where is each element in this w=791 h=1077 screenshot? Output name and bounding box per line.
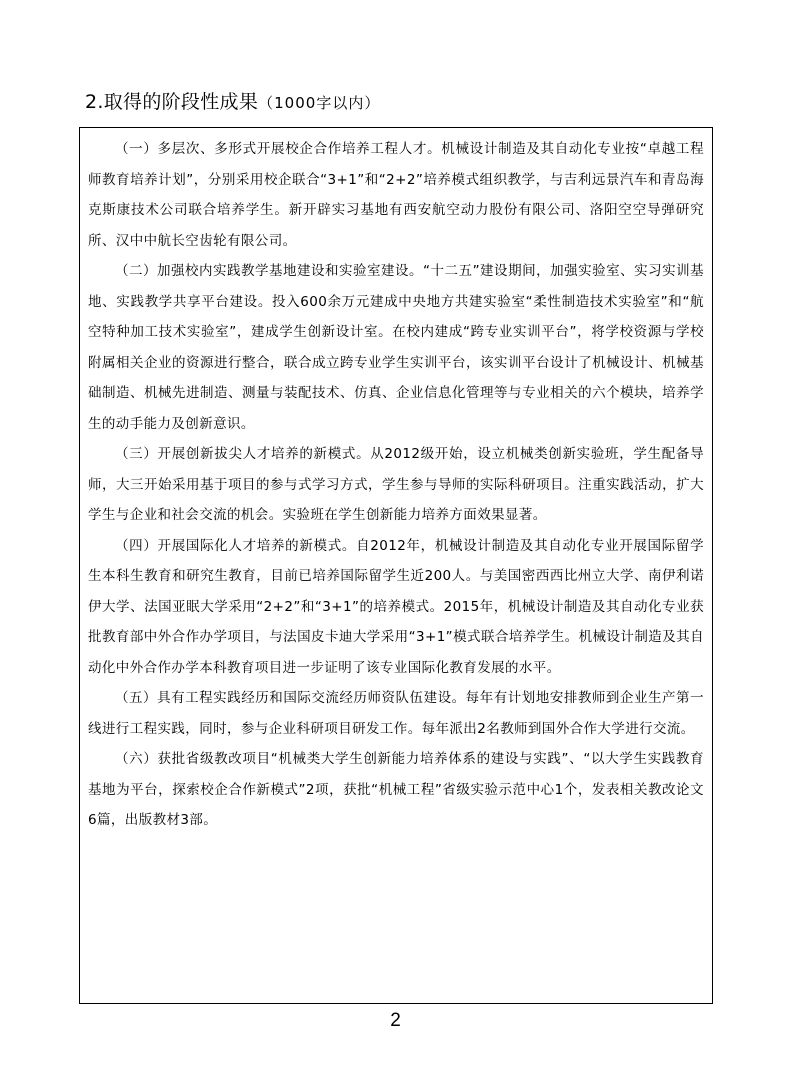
section-heading-word-limit: （1000字以内） [258, 94, 381, 112]
paragraph-faculty-development: （五）具有工程实践经历和国际交流经历师资队伍建设。每年有计划地安排教师到企业生产第一线进行工程实践，同时，参与企业科研项目研发工作。每年派出2名教师到国外合作大学进行交流。 [88, 690, 704, 737]
paragraph-innovative-talent-model: （三）开展创新拔尖人才培养的新模式。从2012级开始，设立机械类创新实验班，学生配备导师，大三开始采用基于项目的参与式学习方式，学生参与导师的实际科研项目。注重实践活动，扩大学生与企业和社会交流的机会。实验班在学生创新能力培养方面效果显著。 [88, 446, 704, 523]
paragraph-teaching-reform-projects: （六）获批省级教改项目“机械类大学生创新能力培养体系的建设与实践”、“以大学生实践教育基地为平台，探索校企合作新模式”2项，获批“机械工程”省级实验示范中心1个，发表相关教改论文6篇，出版教材3部。 [88, 751, 704, 828]
section-heading [85, 90, 380, 115]
paragraph-school-enterprise-cooperation: （一）多层次、多形式开展校企合作培养工程人才。机械设计制造及其自动化专业按“卓越工程师教育培养计划”，分别采用校企联合“3+1”和“2+2”培养模式组织教学，与吉利远景汽车和青岛海克斯康技术公司联合培养学生。新开辟实习基地有西安航空动力股份有限公司、洛阳空空导弹研究所、汉中中航长空齿轮有限公司。 [88, 141, 704, 249]
page-number: 2 [390, 1010, 401, 1031]
achievements-content-box [79, 127, 713, 1004]
paragraph-practice-base-construction: （二）加强校内实践教学基地建设和实验室建设。“十二五”建设期间，加强实验室、实习实训基地、实践教学共享平台建设。投入600余万元建成中央地方共建实验室“柔性制造技术实验室”和“航空特种加工技术实验室”，建成学生创新设计室。在校内建成“跨专业实训平台”，将学校资源与学校附属相关企业的资源进行整合，联合成立跨专业学生实训平台，该实训平台设计了机械设计、机械基础制造、机械先进制造、测量与装配技术、仿真、企业信息化管理等与专业相关的六个模块，培养学生的动手能力及创新意识。 [88, 263, 704, 432]
section-heading-title: 2.取得的阶段性成果 [85, 91, 259, 113]
paragraph-internationalization-model: （四）开展国际化人才培养的新模式。自2012年，机械设计制造及其自动化专业开展国际留学生本科生教育和研究生教育，目前已培养国际留学生近200人。与美国密西西比州立大学、南伊利诺伊大学、法国亚眠大学采用“2+2”和“3+1”的培养模式。2015年，机械设计制造及其自动化专业获批教育部中外合作办学项目，与法国皮卡迪大学采用“3+1”模式联合培养学生。机械设计制造及其自动化中外合作办学本科教育项目进一步证明了该专业国际化教育发展的水平。 [88, 537, 704, 676]
